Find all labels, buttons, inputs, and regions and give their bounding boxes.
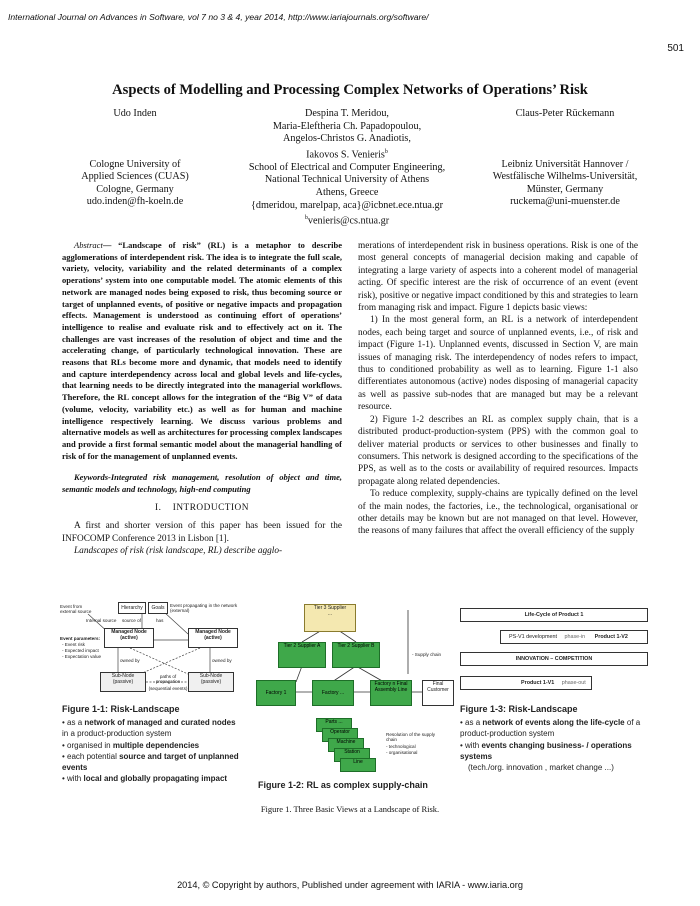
figure-1-3-bullets — [460, 717, 650, 773]
product-v1-band: Product 1-V1 phase-out — [460, 676, 592, 690]
bullet-item: • with events changing business- / operations systems — [460, 740, 632, 761]
event-parameter: - Expectation value — [62, 654, 102, 659]
stack-machine: Machine — [328, 738, 364, 752]
figure-1-1 — [60, 600, 240, 800]
has-label: has — [156, 618, 164, 623]
paragraph: 2) Figure 1-2 describes an RL as complex supply chain, that is a distributed product-production-system (PPS) with the common goal to deliver material products or services to other businesses and finally to consumers. This network is designed according to the specifications of the PPS, as well as to the costs or availability of required resources. Impacts propagate along related dependencies. — [358, 414, 638, 487]
paper-title: Aspects of Modelling and Processing Complex Networks of Operations’ Risk — [112, 82, 588, 98]
author-email: udo.inden@fh-koeln.de — [86, 196, 184, 208]
left-column — [62, 240, 342, 557]
figure-1-1-bullets — [62, 717, 242, 785]
bullet-item: • each potential source and target of unplanned events — [62, 751, 239, 773]
resolution-item: - technological — [386, 744, 416, 749]
sub-node-passive-2: Sub-Node (passive) — [188, 672, 234, 692]
lifecycle-band: Life-Cycle of Product 1 — [460, 608, 648, 622]
running-head: International Journal on Advances in Software, vol 7 no 3 & 4, year 2014, http://www.iariajournals.org/software/ — [8, 12, 429, 22]
author-affiliation: Cologne, Germany — [96, 183, 174, 195]
figure-1-3-title: Figure 1-3: Risk-Landscape — [460, 704, 578, 714]
paragraph: A first and shorter version of this paper has been issued for the INFOCOMP Conference 2013 in Lisbon [1]. — [62, 521, 342, 544]
propagating-label: Event propagating in the network (external) — [170, 603, 238, 614]
owned-by-label: owned by — [212, 658, 232, 663]
stack-line: Line — [340, 758, 376, 772]
figure-1-2-title: Figure 1-2: RL as complex supply-chain — [258, 780, 428, 790]
managed-node-active-1: Managed Node (active) — [104, 628, 154, 648]
abstract: Abstract— “Landscape of risk” (RL) is a metaphor to describe agglomerations of interdependent risk. The idea is to integrate the full scale, variety, velocity, variability and the related determinants of a complex operations’ system into one computable model. The atomic elements of this network are managed nodes being exposed to risk, thus becoming source or target of unplanned events, of positive or negative impacts and propagation effects. Management is understood as continuing effort of operations’ intelligence to realise and evaluate risk and to effectively act on it. The challenges are vast increases of the resolution of object and time and the accelerating change, of particularly technological innovation. These are reasons that RLs become more and dynamic, that models need to identify and capture interdependency across local and global levels and life-cycles, that learning needs to be directly integrated into the managerial workflows. Therefore, the RL concept allows for the integration of the “Big V” of data (volume, velocity, variability etc.) as well as for human and machine intelligence respectively learning. We discuss various problems and alternative models as well as architectures for processing complex landscapes and provide a first formal semantic model about the managerial handling of risk of for the management of unplanned events. — [62, 240, 342, 461]
stack-parts: Parts ... — [316, 718, 352, 732]
author-email: {dmeridou, marelpap, aca}@icbnet.ece.ntua.gr — [251, 199, 443, 211]
author-name: Angelos-Christos G. Anadiotis, — [283, 133, 411, 145]
author-affiliation: National Technical University of Athens — [264, 174, 430, 186]
resolution-item: - organisational — [386, 750, 418, 755]
author-affiliation: School of Electrical and Computer Engineering, — [248, 161, 446, 173]
bullet-item: • as a network of events along the life-cycle of a product-production system — [460, 718, 641, 739]
event-parameter: - Expected impact — [62, 648, 99, 653]
stack-station: Station — [334, 748, 370, 762]
author-name: Despina T. Meridou, — [305, 108, 389, 119]
author-name: Claus-Peter Rückemann — [515, 108, 615, 119]
source-of-label: source of — [122, 618, 141, 623]
stack-operator: Operator — [322, 728, 358, 742]
author-affiliation: Münster, Germany — [526, 183, 604, 195]
factory-1: Factory 1 — [256, 680, 296, 706]
figure-1-2 — [256, 600, 456, 800]
author-affiliation: Athens, Greece — [315, 186, 379, 198]
resolution-label: Resolution of the supply chain — [386, 732, 436, 743]
final-customer: Final Customer — [422, 680, 454, 706]
figure-caption: Figure 1. Three Basic Views at a Landscape of Risk. — [260, 804, 440, 814]
author-block-1 — [60, 108, 210, 209]
innovation-band: INNOVATION – COMPETITION — [460, 652, 648, 666]
factory-n-final-assembly: Factory n Final Assembly Line — [370, 680, 412, 706]
bullet-item: • as a network of managed and curated nodes in a product-production system — [62, 718, 236, 739]
bullet-item: (tech./org. innovation , market change ...) — [468, 763, 614, 773]
tier-2-supplier-a: Tier 2 Supplier A — [278, 642, 326, 668]
paragraph: Landscapes of risk (risk landscape, RL) describe agglo- — [74, 545, 283, 556]
author-block-2 — [232, 108, 462, 228]
event-parameter: - Event risk — [62, 642, 85, 647]
keywords: Keywords-Integrated risk management, resolution of object and time, semantic models and technology, high-end computing — [62, 472, 342, 495]
goals-box: Goals — [148, 602, 168, 614]
internal-source-label: Internal source — [86, 618, 117, 623]
supply-chain-label: - Supply chain — [412, 652, 442, 657]
managed-node-active-2: Managed Node (active) — [188, 628, 238, 648]
author-name: Iakovos S. Venieris$^b$ — [306, 148, 388, 161]
paragraph: To reduce complexity, supply-chains are typically defined on the level of the main nodes, the factories, i.e., the technological, organisational or other details may be known but are not managed on that level. However, the reasons of many failures that affect the overall efficiency of the supply — [358, 489, 638, 537]
sequential-events-label: (sequential events) — [148, 686, 188, 691]
section-heading: I. INTRODUCTION — [155, 502, 249, 513]
right-column — [358, 240, 638, 538]
tier-2-supplier-b: Tier 2 Supplier B — [332, 642, 380, 668]
author-email: ruckema@uni-muenster.de — [510, 196, 620, 208]
factory-dots: Factory ... — [312, 680, 354, 706]
bullet-item: • with local and globally propagating impact — [62, 774, 228, 784]
author-name: Maria-Eleftheria Ch. Papadopoulou, — [272, 120, 422, 132]
author-affiliation: Westfälische Wilhelms-Universität, — [492, 171, 638, 183]
author-affiliation: Cologne University of — [89, 158, 181, 170]
owned-by-label: owned by — [120, 658, 140, 663]
event-parameters-label: Event parameters: — [60, 636, 101, 641]
external-source-label: Event from external source — [60, 604, 92, 615]
development-band: PS-V1 development phase-in Product 1-V2 — [500, 630, 648, 644]
bullet-item: • organised in multiple dependencies — [62, 740, 200, 750]
paragraph: merations of interdependent risk in business operations. Risk is one of the most general concepts of managerial decision making and capable of integrating a large variety of aspects into a coherent model of managerial acting. Of specific interest are the risk of occurrence of an event (event risk), positive or negative impact conditioned by this and strategies to learn from managing risk and impact. Figure 1 depicts basic views: — [358, 241, 638, 314]
figure-1-3 — [460, 600, 650, 800]
author-affiliation: Applied Sciences (CUAS) — [81, 171, 189, 183]
figure-1-1-title: Figure 1-1: Risk-Landscape — [62, 704, 180, 714]
author-block-3 — [470, 108, 660, 209]
author-name: Udo Inden — [113, 108, 157, 119]
copyright-footer: 2014, © Copyright by authors, Published under agreement with IARIA - www.iaria.org — [177, 880, 523, 890]
author-email: $^b$venieris@cs.ntua.gr — [304, 215, 390, 227]
sub-node-passive-1: Sub-Node (passive) — [100, 672, 146, 692]
page-number: 501 — [667, 43, 684, 54]
author-affiliation: Leibniz Universität Hannover / — [501, 158, 629, 170]
hierarchy-box: Hierarchy — [118, 602, 146, 614]
figure-1 — [60, 600, 650, 800]
paragraph: 1) In the most general form, an RL is a network of interdependent nodes, each being target and source of unplanned events, i.e., of risk and impact (Figure 1-1). Unplanned events, discussed in Section V, are main issues of managing risk. The interdependency of nodes refers to impact, thus to conditioned probability as well as to learning. Figure 1-1 also differentiates autonomous (active) nodes disposing of managerial capacity as well as passive sub-nodes that are managed but may be a relevant resource. — [358, 315, 638, 413]
tier-3-supplier: Tier 3 Supplier ... — [304, 604, 356, 632]
paths-of-propagation-label: paths of propagation — [155, 674, 181, 685]
